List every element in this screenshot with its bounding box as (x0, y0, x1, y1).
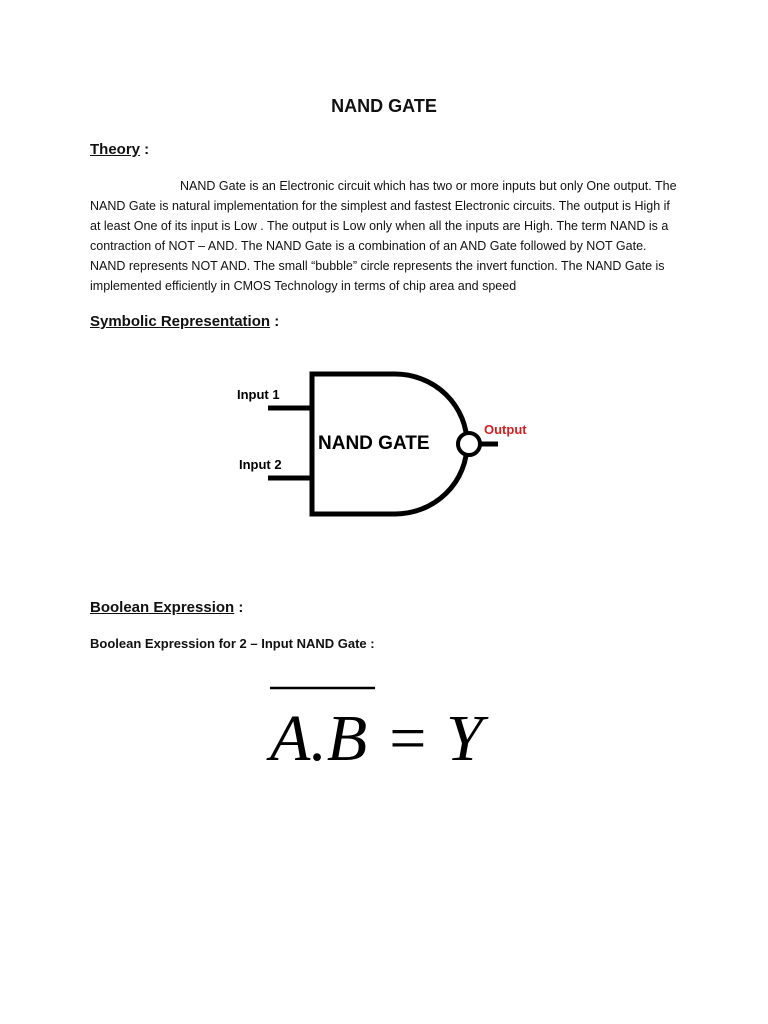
theory-heading (90, 141, 149, 158)
theory-heading-colon: : (140, 141, 150, 158)
input1-label: Input 1 (237, 387, 280, 402)
boolean-heading-colon: : (234, 599, 244, 616)
symbolic-heading-colon: : (270, 313, 280, 330)
boolean-subheading: Boolean Expression for 2 – Input NAND Gate : (90, 636, 375, 651)
expression-right: = Y (385, 702, 483, 775)
symbolic-heading (90, 313, 279, 330)
invert-bubble (458, 433, 480, 455)
nand-gate-diagram (230, 360, 550, 530)
theory-heading-text: Theory (90, 141, 141, 158)
boolean-heading (90, 599, 243, 616)
page-title: NAND GATE (331, 96, 437, 116)
boolean-heading-text: Boolean Expression (90, 599, 235, 616)
boolean-expression (265, 680, 545, 780)
output-label: Output (484, 422, 527, 437)
gate-label: NAND GATE (318, 433, 430, 454)
theory-paragraph: NAND Gate is an Electronic circuit which has two or more inputs but only One output. The NAND Gate is natural implementation for the simplest and fastest Electronic circuits. The output is High if at least One of its input is Low . The output is Low only when all the inputs are High. The term NAND is a contraction of NOT – AND. The NAND Gate is a combination of an AND Gate followed by NOT Gate. NAND represents NOT AND. The small “bubble” circle represents the invert function. The NAND Gate is implemented efficiently in CMOS Technology in terms of chip area and speed (90, 179, 677, 293)
symbolic-heading-text: Symbolic Representation (90, 313, 271, 330)
expression-left: A.B (270, 702, 368, 775)
theory-paragraph-block (90, 176, 680, 296)
input2-label: Input 2 (239, 457, 282, 472)
